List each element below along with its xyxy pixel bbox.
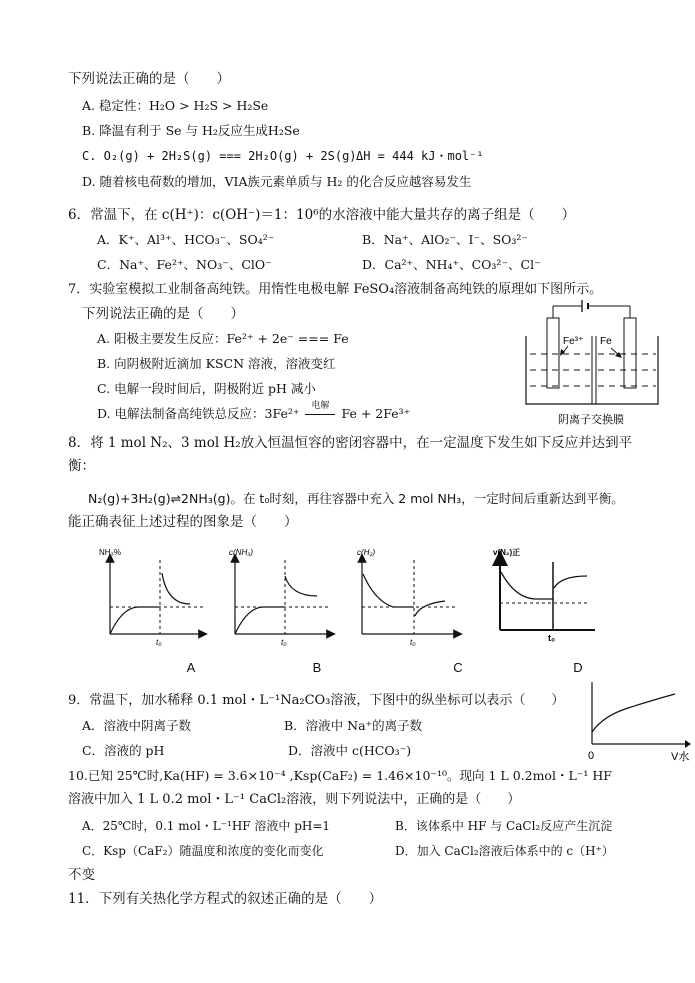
q7-arrow-condition: 电解: [311, 401, 330, 411]
q6-option-c: C．Na⁺、Fe²⁺、NO₃⁻、ClO⁻: [97, 257, 272, 272]
q9-curve: [592, 694, 675, 732]
graph-c-t0: t₀: [410, 638, 416, 646]
right-electrode: [624, 318, 636, 388]
graph-label-c: C: [453, 660, 463, 675]
q7-option-d: [97, 401, 411, 423]
q5-option-c-enthalpy: ΔH = 444 kJ・mol⁻¹: [356, 149, 484, 163]
graph-label-b: B: [312, 660, 322, 675]
q7-option-b: B. 向阴极附近滴加 KSCN 溶液，溶液变红: [97, 356, 336, 371]
q5-option-a: A. 稳定性：H₂O > H₂S > H₂Se: [82, 98, 269, 113]
q9-option-d: D．溶液中 c(HCO₃⁻): [288, 743, 412, 758]
q9-stem: 9．常温下，加水稀释 0.1 mol・L⁻¹Na₂CO₃溶液，下图中的纵坐标可以表示（ ）: [68, 693, 565, 708]
left-ion-label: Fe³⁺: [563, 336, 584, 347]
q9-xlabel: V水: [671, 751, 690, 763]
q8-equation: N₂(g)+3H₂(g)⇌2NH₃(g)。在 t₀时刻，再往容器中充入 2 mol NH₃，一定时间后重新达到平衡。: [88, 491, 624, 506]
graph-d: [493, 547, 595, 643]
graph-c-ylabel: c(H₂): [357, 548, 376, 557]
q10-option-d: D．加入 CaCl₂溶液后体系中的 c（H⁺）: [395, 844, 614, 858]
q8-stem-2: 衡：: [68, 458, 95, 474]
q5-stem: 下列说法正确的是（ ）: [68, 71, 230, 87]
q5-option-b: B. 降温有利于 Se 与 H₂反应生成H₂Se: [82, 123, 300, 138]
q9-option-b: B．溶液中 Na⁺的离子数: [284, 718, 423, 733]
left-arrow: [560, 349, 565, 356]
q10-option-c: C．Ksp（CaF₂）随温度和浓度的变化而变化: [82, 844, 324, 858]
q7-stem: 7．实验室模拟工业制备高纯铁。用惰性电极电解 FeSO₄溶液制备高纯铁的原理如下图所示。: [68, 282, 603, 297]
q5-option-d: D. 随着核电荷数的增加，VIA族元素单质与 H₂ 的化合反应越容易发生: [82, 174, 472, 189]
right-ion-label: Fe: [600, 336, 612, 347]
graph-a-ylabel: NH₃%: [99, 548, 121, 557]
q10-option-d-cont: 不变: [68, 867, 95, 883]
q7-stem-2: 下列说法正确的是（ ）: [82, 306, 244, 322]
q10-stem-2: 溶液中加入 1 L 0.2 mol・L⁻¹ CaCl₂溶液，则下列说法中，正确的是（ ）: [68, 792, 521, 807]
graph-d-ylabel: v(N₂)正: [493, 548, 521, 557]
electrolysis-cell-diagram: [520, 296, 665, 431]
q9-option-c: C．溶液的 pH: [82, 743, 165, 758]
q6-option-a: A．K⁺、Al³⁺、HCO₃⁻、SO₄²⁻: [97, 232, 275, 247]
q7-reaction-arrow: [303, 401, 337, 423]
q7-option-c: C. 电解一段时间后，阴极附近 pH 减小: [97, 381, 316, 396]
q10-stem: 10.已知 25℃时,Ka(HF) = 3.6×10⁻⁴ ,Ksp(CaF₂) = 1.46×10⁻¹⁰。现向 1 L 0.2mol・L⁻¹ HF: [68, 768, 612, 783]
q9-graph: [583, 680, 691, 766]
q10-option-b: B．该体系中 HF 与 CaCl₂反应产生沉淀: [395, 819, 613, 833]
q7-option-d-lhs: D. 电解法制备高纯铁总反应：3Fe²⁺: [97, 406, 300, 421]
membrane-label: 阴离子交换膜: [558, 414, 624, 426]
q6-stem: 6．常温下，在 c(H⁺)：c(OH⁻)＝1：10⁶的水溶液中能大量共存的离子组是（ ）: [68, 207, 576, 223]
graph-c: [357, 548, 458, 646]
left-electrode: [547, 318, 559, 388]
graph-b-ylabel: c(NH₃): [229, 548, 254, 557]
q8-stem-3: 能正确表征上述过程的图象是（ ）: [68, 514, 298, 530]
graph-label-d: D: [573, 660, 583, 675]
q7-option-a: A. 阳极主要发生反应：Fe²⁺ + 2e⁻ === Fe: [97, 331, 349, 346]
graph-a-t0: t₀: [156, 638, 162, 646]
q10-option-a: A．25℃时，0.1 mol・L⁻¹HF 溶液中 pH=1: [82, 819, 331, 833]
q11-stem: 11．下列有关热化学方程式的叙述正确的是（ ）: [68, 891, 383, 907]
graph-b-t0: t₀: [281, 638, 287, 646]
q7-option-d-rhs: Fe + 2Fe³⁺: [341, 406, 411, 421]
q8-graphs: [95, 546, 595, 646]
q5-option-c-equation: C. O₂(g) + 2H₂S(g) === 2H₂O(g) + 2S(g): [82, 149, 357, 163]
graph-b: [229, 548, 331, 646]
q8-stem: 8．将 1 mol N₂、3 mol H₂放入恒温恒容的密闭容器中，在一定温度下发生如下反应并达到平: [68, 435, 633, 451]
graph-label-a: A: [186, 660, 196, 675]
q9-origin: 0: [588, 750, 595, 762]
graph-d-t0: t₀: [548, 633, 556, 643]
q6-option-d: D．Ca²⁺、NH₄⁺、CO₃²⁻、Cl⁻: [362, 257, 541, 272]
graph-a: [99, 548, 203, 646]
q6-option-b: B．Na⁺、AlO₂⁻、I⁻、SO₃²⁻: [362, 232, 529, 247]
q9-option-a: A．溶液中阴离子数: [82, 718, 192, 733]
